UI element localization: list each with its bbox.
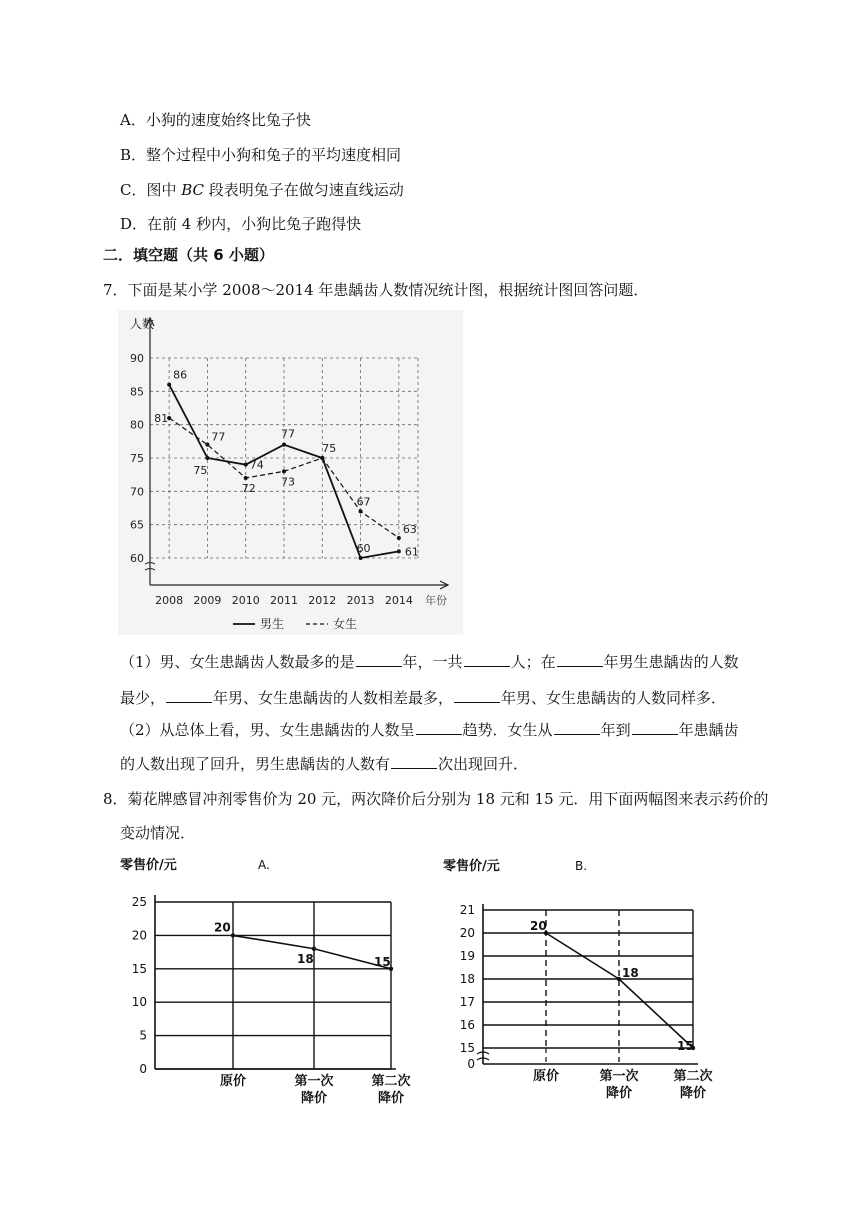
data-point	[320, 456, 324, 460]
q7-p2-text-a: （2）从总体上看，男、女生患龋齿的人数呈	[120, 721, 415, 739]
y-tick-label: 21	[459, 903, 475, 917]
data-label: 74	[249, 458, 264, 472]
q7-p2-text-b: 趋势．女生从	[462, 721, 553, 739]
blank-2[interactable]	[464, 652, 510, 667]
data-point	[359, 509, 363, 513]
x-category-label: 降价	[377, 1091, 405, 1106]
price-chart-a	[118, 855, 428, 1115]
q8-stem: 8．菊花牌感冒冲剂零售价为 20 元，两次降价后分别为 18 元和 15 元．用下面两幅图来表示药价的	[103, 790, 769, 808]
section-title: 二．填空题（共 6 小题）	[103, 246, 274, 264]
data-point	[397, 549, 401, 553]
x-category-label: 降价	[679, 1086, 707, 1101]
x-category-label: 第一次	[599, 1069, 639, 1084]
caries-line-chart	[118, 310, 463, 635]
data-label: 72	[241, 482, 256, 495]
y-tick-label: 20	[459, 926, 475, 940]
y-tick-label: 10	[131, 995, 147, 1010]
x-tick-label: 2008	[155, 594, 184, 607]
x-category-label: 第二次	[371, 1074, 411, 1089]
data-point	[205, 443, 209, 447]
option-d: D．在前 4 秒内，小狗比兔子跑得快	[120, 215, 362, 233]
data-point	[167, 383, 171, 387]
q7-p2-text-e: 的人数出现了回升，男生患龋齿的人数有	[120, 755, 391, 773]
blank-4[interactable]	[166, 688, 212, 703]
data-label: 75	[193, 464, 208, 477]
panel-label: A.	[258, 858, 270, 872]
data-label: 15	[677, 1039, 694, 1053]
y-tick-label: 5	[139, 1028, 147, 1043]
legend-label-girls: 女生	[333, 617, 358, 631]
y-tick-label: 16	[459, 1018, 475, 1032]
q7-p1-text-d: 年男生患龋齿的人数	[603, 653, 739, 671]
x-category-label: 降价	[300, 1091, 328, 1106]
data-label: 81	[154, 412, 169, 425]
y-tick-label: 25	[131, 895, 147, 909]
data-label: 61	[404, 545, 419, 559]
y-axis-label: 零售价/元	[443, 859, 500, 874]
y-tick-label: 18	[459, 972, 475, 986]
q7-p2-text-f: 次出现回升．	[438, 755, 529, 773]
x-tick-label: 2011	[270, 594, 298, 607]
q7-p1-text-a: （1）男、女生患龋齿人数最多的是	[120, 653, 355, 671]
data-label: 75	[322, 442, 337, 455]
data-label: 77	[281, 427, 295, 441]
data-label: 67	[356, 495, 371, 509]
data-label: 20	[530, 919, 547, 933]
y-tick-label: 20	[131, 928, 147, 943]
q7-part1-line2	[120, 688, 726, 708]
y-tick-label: 15	[131, 961, 147, 976]
q7-p1-text-f: 年男、女生患龋齿的人数相差最多，	[213, 689, 454, 707]
y-axis-label: 人数	[130, 317, 155, 331]
y-tick-label: 60	[130, 552, 144, 565]
data-point	[282, 469, 286, 473]
y-tick-label: 90	[130, 352, 144, 365]
blank-1[interactable]	[356, 652, 402, 667]
data-label: 77	[211, 430, 226, 444]
q8-stem-cont: 变动情况．	[120, 824, 196, 842]
panel-label: B.	[575, 859, 588, 873]
data-label: 73	[281, 475, 295, 489]
blank-7[interactable]	[554, 720, 600, 735]
data-label: 86	[173, 368, 188, 382]
y-tick-label: 17	[459, 995, 475, 1009]
q7-part1-line1	[120, 652, 739, 672]
data-point	[312, 947, 316, 951]
x-tick-label: 2009	[193, 594, 222, 607]
y-axis-label: 零售价/元	[120, 858, 177, 873]
x-tick-label: 2012	[308, 594, 337, 607]
q7-part2-line1	[120, 720, 739, 740]
data-label: 63	[402, 523, 417, 536]
data-point	[617, 977, 621, 981]
option-c-post: 段表明兔子在做匀速直线运动	[204, 181, 404, 199]
y-tick-label: 85	[130, 385, 144, 399]
q7-p1-text-g: 年男、女生患龋齿的人数同样多．	[501, 689, 727, 707]
x-category-label: 降价	[605, 1086, 633, 1101]
blank-6[interactable]	[416, 720, 462, 735]
data-label: 18	[622, 966, 639, 980]
q7-p2-text-d: 年患龋齿	[678, 721, 739, 739]
data-point	[397, 536, 401, 540]
x-tick-label: 2013	[346, 594, 375, 607]
y-tick-label-zero: 0	[467, 1057, 475, 1071]
blank-5[interactable]	[454, 688, 500, 703]
data-label: 15	[374, 954, 391, 969]
option-a: A．小狗的速度始终比兔子快	[120, 111, 311, 129]
x-category-label: 原价	[532, 1069, 560, 1084]
y-tick-label: 65	[130, 518, 144, 532]
data-point	[244, 476, 248, 480]
x-tick-label: 2010	[231, 594, 260, 607]
data-label: 60	[356, 542, 371, 555]
q7-stem: 7．下面是某小学 2008～2014 年患龋齿人数情况统计图，根据统计图回答问题．	[103, 281, 649, 299]
blank-9[interactable]	[391, 754, 437, 769]
chart1-background	[118, 310, 463, 635]
y-tick-label: 80	[130, 418, 144, 432]
option-b: B．整个过程中小狗和兔子的平均速度相同	[120, 146, 402, 164]
option-c	[120, 180, 404, 200]
data-label: 20	[214, 920, 231, 935]
x-category-label: 原价	[219, 1074, 247, 1089]
y-tick-label: 75	[130, 452, 144, 465]
blank-3[interactable]	[557, 652, 603, 667]
data-point	[244, 463, 248, 467]
y-tick-label: 15	[459, 1041, 475, 1055]
q7-part2-line2	[120, 754, 528, 774]
data-point	[205, 456, 209, 460]
option-c-pre: C．图中	[120, 181, 182, 199]
q7-p2-text-c: 年到	[600, 721, 631, 739]
q7-p1-text-e: 最少，	[120, 689, 166, 707]
legend-label-boys: 男生	[260, 617, 285, 631]
data-point	[359, 556, 363, 560]
option-c-segment: BC	[181, 181, 205, 199]
q7-p1-text-b: 年，一共	[402, 653, 463, 671]
y-tick-label: 0	[139, 1062, 147, 1076]
data-point	[282, 443, 286, 447]
blank-8[interactable]	[632, 720, 678, 735]
q7-p1-text-c: 人；在	[510, 653, 556, 671]
price-chart-b	[435, 852, 735, 1114]
y-tick-label: 19	[459, 949, 475, 963]
data-label: 18	[297, 951, 314, 966]
x-category-label: 第一次	[294, 1074, 334, 1089]
x-category-label: 第二次	[673, 1069, 713, 1084]
x-axis-label: 年份	[425, 594, 447, 607]
y-tick-label: 70	[130, 485, 144, 499]
data-point	[231, 933, 235, 937]
x-tick-label: 2014	[384, 594, 413, 607]
